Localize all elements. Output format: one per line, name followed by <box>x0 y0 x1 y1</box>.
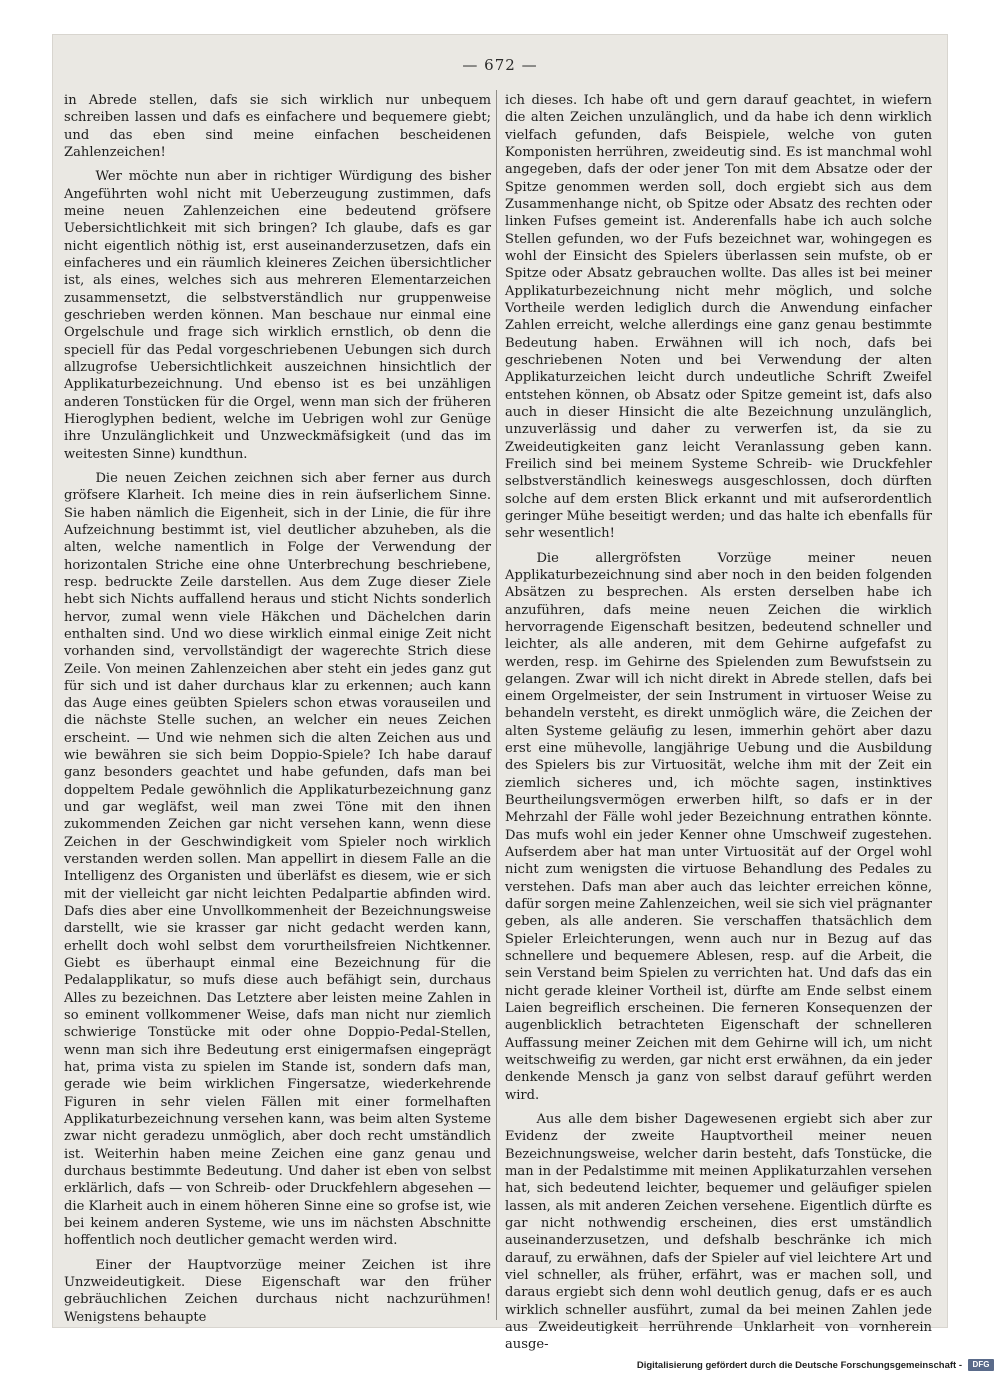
dfg-logo-icon: DFG <box>968 1359 994 1371</box>
paragraph: Wer möchte nun aber in richtiger Würdigung des bisher Angeführten wohl nicht mit Ueberzeugung zustimmen, dafs meine neuen Zahlenzeichen eine bedeutend gröfsere Uebersichtlichkeit mit sich bringen? Ich glaube, dafs es gar nicht eigentlich nöthig ist, erst auseinanderzusetzen, dafs ein einfacheres und ein räumlich kleineres Zeichen übersichtlicher ist, als eines, welches sich aus mehreren Elementarzeichen zusammensetzt, die selbstverständlich nur gruppenweise geschrieben werden können. Man beschaue nur einmal eine Orgelschule und frage sich wirklich ernstlich, ob denn die speciell für das Pedal vorgeschriebenen Uebungen sich durch allzugrofse Uebersichtlichkeit auszeichnen hinsichtlich der Applikaturbezeichnung. Und ebenso ist es bei unzähligen anderen Tonstücken für die Orgel, wenn man sich der früheren Hieroglyphen bedient, welche im Uebrigen wohl zur Genüge ihre Unzulänglichkeit und Unzweckmäfsigkeit (und das im weitesten Sinne) kundthun. <box>64 169 491 462</box>
paragraph: Aus alle dem bisher Dagewesenen ergiebt sich aber zur Evidenz der zweite Hauptvortheil meiner neuen Bezeichnungsweise, welcher darin besteht, dafs Tonstücke, die man in der Pedalstimme mit meinen Applikaturzahlen versehen hat, sich bedeutend leichter, bequemer und geläufiger spielen lassen, als mit anderen Zeichen versehene. Eigentlich dürfte es gar nicht nothwendig erscheinen, dies erst umständlich auseinanderzusetzen, und defshalb beschränke ich mich darauf, zu erwähnen, dafs der Spieler auf viel leichtere Art und viel schneller, als früher, erfährt, was er machen soll, und daraus ergiebt sich denn wohl deutlich genug, dafs er es auch wirklich schneller ausführt, zumal da bei meinen Zahlen jede aus Zweideutigkeit herrührende Unklarheit von vornherein ausge- <box>505 1112 932 1353</box>
right-column <box>505 92 932 1353</box>
scanned-page <box>52 34 948 1353</box>
paragraph: in Abrede stellen, dafs sie sich wirklich nur unbequem schreiben lassen und dafs es einfachere und bequemere giebt; und das eben sind meine einfachen bescheidenen Zahlenzeichen! <box>64 93 491 160</box>
digitization-credit <box>637 1359 994 1371</box>
paragraph: Die neuen Zeichen zeichnen sich aber ferner aus durch gröfsere Klarheit. Ich meine dies in rein äufserlichem Sinne. Sie haben nämlich die Eigenheit, sich in der Linie, die für ihre Aufzeichnung bestimmt ist, viel deutlicher abzuheben, als die alten, welche namentlich in Folge der Verwendung der horizontalen Striche eine ohne Unterbrechung beschriebene, resp. bedruckte Zeile darstellen. Aus dem Zuge dieser Ziele hebt sich Nichts auffallend heraus und sticht Nichts sonderlich hervor, zumal wenn viele Häkchen und Dächelchen darin enthalten sind. Und wo diese wirklich einmal einige Zeit nicht vorhanden sind, vervollständigt der wagerechte Strich diese Zeile. Von meinen Zahlenzeichen aber steht ein jedes ganz gut für sich und ist daher durchaus klar zu erkennen; auch kann das Auge eines geübten Spielers schon etwas vorauseilen und die nächste Stelle suchen, an welcher ein neues Zeichen erscheint. — Und wie nehmen sich die alten Zeichen aus und wie bewähren sie sich beim Doppio-Spiele? Ich habe darauf ganz besonders geachtet und habe gefunden, dafs man bei doppeltem Pedale gewöhnlich die Applikaturbezeichnung ganz und gar wegläfst, weil man zwei Töne mit den ihnen zukommenden Zeichen gar nicht versehen kann, wenn diese Zeichen in der Geschwindigkeit vom Spieler noch wirklich verstanden werden sollen. Man appellirt in diesem Falle an die Intelligenz des Organisten und überläfst es diesem, wie er sich mit der vielleicht gar nicht leichten Pedalpartie abfinden wird. Dafs dies aber eine Unvollkommenheit der Bezeichnungsweise darstellt, wie sie krasser gar nicht gedacht werden kann, erhellt doch wohl selbst dem vorurtheilsfreien Nichtkenner. Giebt es überhaupt einmal eine Bezeichnung für die Pedalapplikatur, so mufs diese auch befähigt sein, durchaus Alles zu bezeichnen. Das Letztere aber leisten meine Zahlen in so eminent vollkommener Weise, dafs man nicht nur ziemlich schwierige Tonstücke mit oder ohne Doppio-Pedal-Stellen, wenn man sich ihre Bedeutung erst einigermafsen eingeprägt hat, prima vista zu spielen im Stande ist, sondern dafs man, gerade wie beim wirklichen Fingersatze, wiederkehrende Figuren in sehr vielen Fällen mit einer formelhaften Applikaturbezeichnung versehen kann, was beim alten Systeme zwar nicht geradezu unmöglich, aber doch recht umständlich ist. Weiterhin haben meine Zeichen eine ganz genau und durchaus bestimmte Bedeutung. Und daher ist eben von selbst erklärlich, dafs — von Schreib- oder Druckfehlern abgesehen — die Klarheit auch in einem höheren Sinne eine so grofse ist, wie bei keinem anderen Systeme, wie uns im nächsten Abschnitte hoffentlich noch deutlicher gemacht werden wird. <box>64 470 491 1249</box>
left-column <box>64 92 491 1325</box>
paragraph: Einer der Hauptvorzüge meiner Zeichen ist ihre Unzweideutigkeit. Diese Eigenschaft war den früher gebräuchlichen Zeichen durchaus nicht nachzurühmen! Wenigstens behaupte <box>64 1257 491 1325</box>
credit-text: Digitalisierung gefördert durch die Deutsche Forschungsgemeinschaft - <box>636 1359 962 1371</box>
paragraph: Die allergröfsten Vorzüge meiner neuen Applikaturbezeichnung sind aber noch in den beiden folgenden Absätzen zu besprechen. Als ersten derselben habe ich anzuführen, dafs meine neuen Zeichen die wirklich hervorragende Eigenschaft besitzen, bedeutend schneller und leichter, als alle anderen, mit dem Gehirne aufgefafst zu werden, resp. im Gehirne des Spielenden zum Bewufstsein zu gelangen. Zwar will ich nicht direkt in Abrede stellen, dafs bei einem Orgelmeister, der sein Instrument in virtuoser Weise zu behandeln versteht, es direkt unmöglich wäre, die Zeichen der alten Systeme geläufig zu lesen, immerhin gehört aber dazu erst eine mühevolle, langjährige Uebung und die Ausbildung des Spielers bis zur Virtuosität, welche ihm mit der Zeit ein ziemlich sicheres und, ich möchte sagen, instinktives Beurtheilungsvermögen erwerben hilft, so dafs er in der Mehrzahl der Fälle wohl jeder Bezeichnung entrathen könnte. Das mufs wohl ein jeder Kenner ohne Umschweif zugestehen. Aufserdem aber hat man unter Virtuosität auf der Orgel wohl nicht zum wenigsten die virtuose Behandlung des Pedales zu verstehen. Dafs man aber auch das leichter erreichen könne, dafür sorgen meine Zahlenzeichen, weil sie sich viel prägnanter geben, als alle anderen. Sie verschaffen thatsächlich dem Spieler Erleichterungen, wenn auch nur in Bezug auf das schnellere und bequemere Ablesen, resp. auf die Arbeit, die sein Verstand beim Spielen zu verrichten hat. Und dafs das ein nicht gerade kleiner Vortheil ist, dürfte am Ende selbst einem Laien begreiflich erscheinen. Die ferneren Konsequenzen der augenblicklich betrachteten Eigenschaft der schnelleren Auffassung meiner Zeichen mit dem Gehirne will ich, um nicht weitschweifig zu werden, gar nicht erst erwähnen, da ein jeder denkende Mensch ja ganz von selbst darauf geführt werden wird. <box>505 550 932 1103</box>
paragraph: ich dieses. Ich habe oft und gern darauf geachtet, in wiefern die alten Zeichen unzulänglich, und da habe ich denn wirklich vielfach gefunden, dafs Beispiele, welche von guten Komponisten herrühren, zweideutig sind. Es ist manchmal wohl angegeben, dafs der oder jener Ton mit dem Absatze oder der Spitze genommen werden soll, doch ergiebt sich aus dem Zusammenhange nicht, ob Spitze oder Absatz des rechten oder linken Fufses gemeint ist. Anderenfalls habe ich auch solche Stellen gefunden, wo der Fufs bezeichnet war, wohingegen es wohl der Einsicht des Spielers überlassen sein mufste, ob er Spitze oder Absatz gebrauchen wollte. Das alles ist bei meiner Applikaturbezeichnung nicht mehr möglich, und solche Vortheile werden lediglich durch die Anwendung einfacher Zahlen erreicht, welche allerdings eine ganz genau bestimmte Bedeutung haben. Erwähnen will ich noch, dafs bei geschriebenen Noten und bei Verwendung der alten Applikaturzeichen leicht durch undeutliche Schrift Zweifel entstehen können, ob Absatz oder Spitze gemeint ist, dafs also auch in dieser Hinsicht die alte Bezeichnung unzulänglich, unzuverlässig und daher zu verwerfen ist, da sie zu Zweideutigkeiten ganz leicht Veranlassung geben kann. Freilich sind bei meinem Systeme Schreib- wie Druckfehler selbstverständlich keineswegs ausgeschlossen, doch dürften solche auf dem ersten Blick erkannt und mit aufserordentlich geringer Mühe beseitigt werden; und das halte ich ebenfalls für sehr wesentlich! <box>505 93 932 542</box>
page-number: — 672 — <box>462 56 538 74</box>
column-divider <box>496 90 497 1320</box>
